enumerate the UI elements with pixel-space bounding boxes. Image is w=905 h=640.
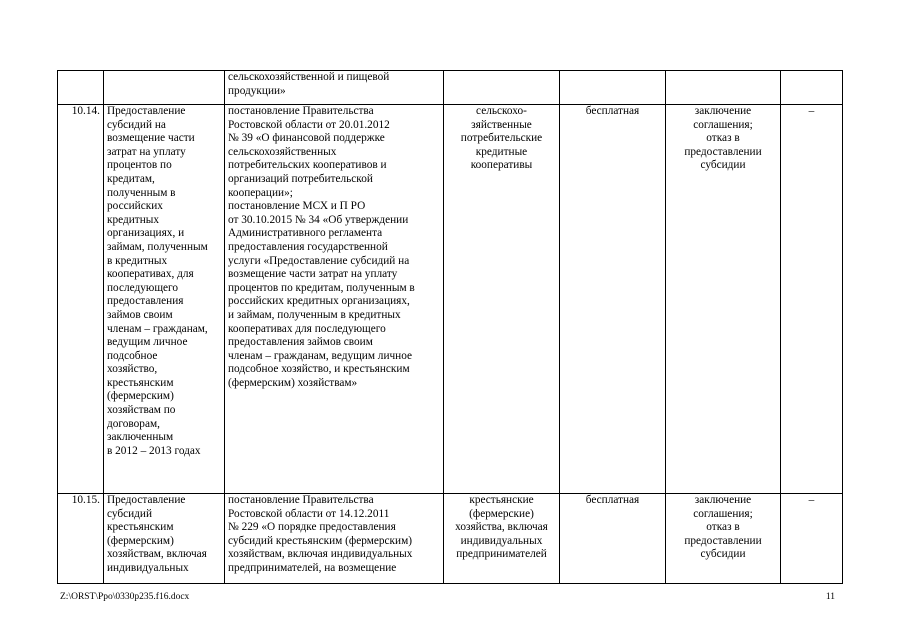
service-name-cell-line: индивидуальных <box>107 561 189 574</box>
service-name-cell-line: полученным в <box>107 186 176 199</box>
extra-cell: – <box>781 105 843 494</box>
service-name-cell-line: (фермерским) <box>107 390 174 403</box>
recipients-cell <box>444 105 560 494</box>
result-cell-line: заключение <box>694 105 752 117</box>
service-name-cell-line: крестьянским <box>107 521 174 534</box>
service-name-cell-line: в кредитных <box>107 254 168 267</box>
legal-basis-cell-line: услуги «Предоставление субсидий на <box>228 254 410 267</box>
service-name-cell-line: хозяйство, <box>107 363 158 376</box>
result-cell-line: отказ в <box>706 521 740 534</box>
result-cell-line: предоставлении <box>684 145 762 158</box>
recipients-cell-line: потребительские <box>460 132 543 145</box>
legal-basis-cell-line: (фермерским) хозяйствам» <box>228 376 358 389</box>
service-name-cell-line: затрат на уплату <box>107 145 186 158</box>
service-name-cell-line: организациях, и <box>107 227 185 240</box>
result-cell <box>666 494 781 584</box>
result-cell <box>666 105 781 494</box>
page-number: 11 <box>825 592 835 602</box>
service-name-cell-line: в 2012 – 2013 годах <box>107 444 201 457</box>
legal-basis-cell-line: сельскохозяйственной и пищевой <box>228 71 390 83</box>
extra-cell <box>781 71 843 105</box>
recipients-cell-line: хозяйства, включая <box>455 521 548 534</box>
service-name-cell <box>104 71 225 105</box>
service-name-cell <box>104 105 225 494</box>
service-name-cell <box>104 494 225 584</box>
recipients-cell-line: (фермерские) <box>469 507 534 520</box>
legal-basis-cell-line: организаций потребительской <box>228 172 373 185</box>
legal-basis-cell-line: подсобное хозяйство, и крестьянским <box>228 363 410 376</box>
legal-basis-cell-line: постановление Правительства <box>228 494 374 506</box>
table-row <box>58 71 843 105</box>
recipients-cell-line: крестьянские <box>469 494 534 506</box>
legal-basis-cell-line: № 39 «О финансовой поддержке <box>228 132 385 145</box>
cost-cell <box>560 71 666 105</box>
legal-basis-cell-line: Ростовской области от 20.01.2012 <box>228 118 390 131</box>
row-number-cell: 10.15. <box>58 494 104 584</box>
row-number-cell <box>58 71 104 105</box>
service-name-cell-line: процентов по <box>107 159 172 172</box>
file-path: Z:\ORST\Ppo\0330p235.f16.docx <box>60 592 190 602</box>
service-name-cell-line: кооперативах, для <box>107 268 194 281</box>
legal-basis-cell-line: и займам, полученным в кредитных <box>228 308 401 321</box>
service-name-cell-line: Предоставление <box>107 105 186 117</box>
legal-basis-cell-line: продукции» <box>228 84 286 97</box>
legal-basis-cell-line: сельскохозяйственных <box>228 145 337 158</box>
cost-cell: бесплатная <box>560 105 666 494</box>
legal-basis-cell <box>225 105 444 494</box>
service-name-cell-line: (фермерским) <box>107 534 174 547</box>
recipients-cell <box>444 494 560 584</box>
result-cell-line: субсидии <box>700 159 746 172</box>
service-name-cell-line: хозяйствам по <box>107 404 176 417</box>
service-name-cell-line: субсидий <box>107 507 153 520</box>
service-name-cell-line: возмещение части <box>107 132 195 145</box>
service-name-cell-line: подсобное <box>107 349 158 362</box>
result-cell-line: соглашения; <box>693 507 753 520</box>
legal-basis-cell-line: предоставления займов своим <box>228 336 373 349</box>
row-number-cell: 10.14. <box>58 105 104 494</box>
recipients-cell-line: кредитные <box>475 145 528 158</box>
service-name-cell-line: заключенным <box>107 431 174 444</box>
recipients-cell-line: зяйственные <box>471 118 532 131</box>
legal-basis-cell-line: субсидий крестьянским (фермерским) <box>228 534 412 547</box>
services-table <box>57 70 843 584</box>
service-name-cell-line: российских <box>107 200 163 213</box>
legal-basis-cell-line: постановление МСХ и П РО <box>228 200 366 213</box>
legal-basis-cell-line: российских кредитных организациях, <box>228 295 410 308</box>
service-name-cell-line: хозяйствам, включая <box>107 548 207 561</box>
legal-basis-cell-line: постановление Правительства <box>228 105 374 117</box>
result-cell-line: заключение <box>694 494 752 506</box>
legal-basis-cell-line: процентов по кредитам, полученным в <box>228 281 415 294</box>
legal-basis-cell-line: кооперации»; <box>228 186 293 199</box>
recipients-cell-line: индивидуальных <box>460 534 543 547</box>
service-name-cell-line: займам, полученным <box>107 240 208 253</box>
recipients-cell-line: предпринимателей <box>456 548 547 561</box>
cost-cell: бесплатная <box>560 494 666 584</box>
legal-basis-cell-line: Ростовской области от 14.12.2011 <box>228 507 390 520</box>
legal-basis-cell <box>225 71 444 105</box>
result-cell <box>666 71 781 105</box>
legal-basis-cell-line: потребительских кооперативов и <box>228 159 387 172</box>
legal-basis-cell-line: кооперативах для последующего <box>228 322 386 335</box>
result-cell-line: субсидии <box>700 548 746 561</box>
table-row <box>58 494 843 584</box>
service-name-cell-line: предоставления <box>107 295 184 308</box>
service-name-cell-line: последующего <box>107 281 179 294</box>
extra-cell: – <box>781 494 843 584</box>
legal-basis-cell-line: хозяйствам, включая индивидуальных <box>228 548 413 561</box>
recipients-cell-line: кооперативы <box>470 159 533 172</box>
result-cell-line: предоставлении <box>684 534 762 547</box>
table-body <box>58 71 843 584</box>
service-name-cell-line: членам – гражданам, <box>107 322 208 335</box>
legal-basis-cell-line: № 229 «О порядке предоставления <box>228 521 396 534</box>
legal-basis-cell-line: возмещение части затрат на уплату <box>228 268 398 281</box>
legal-basis-cell-line: членам – гражданам, ведущим личное <box>228 349 413 362</box>
service-name-cell-line: ведущим личное <box>107 336 188 349</box>
legal-basis-cell-line: от 30.10.2015 № 34 «Об утверждении <box>228 213 409 226</box>
service-name-cell-line: займов своим <box>107 308 173 321</box>
recipients-cell-line: сельскохо- <box>476 105 527 117</box>
service-name-cell-line: кредитам, <box>107 172 155 185</box>
service-name-cell-line: договорам, <box>107 417 160 430</box>
legal-basis-cell-line: предпринимателей, на возмещение <box>228 561 397 574</box>
service-name-cell-line: крестьянским <box>107 376 174 389</box>
service-name-cell-line: кредитных <box>107 213 160 226</box>
legal-basis-cell <box>225 494 444 584</box>
result-cell-line: отказ в <box>706 132 740 145</box>
service-name-cell-line: субсидий на <box>107 118 166 131</box>
recipients-cell <box>444 71 560 105</box>
legal-basis-cell-line: предоставления государственной <box>228 240 388 253</box>
table-row <box>58 105 843 494</box>
result-cell-line: соглашения; <box>693 118 753 131</box>
legal-basis-cell-line: Административного регламента <box>228 227 383 240</box>
service-name-cell-line: Предоставление <box>107 494 186 506</box>
